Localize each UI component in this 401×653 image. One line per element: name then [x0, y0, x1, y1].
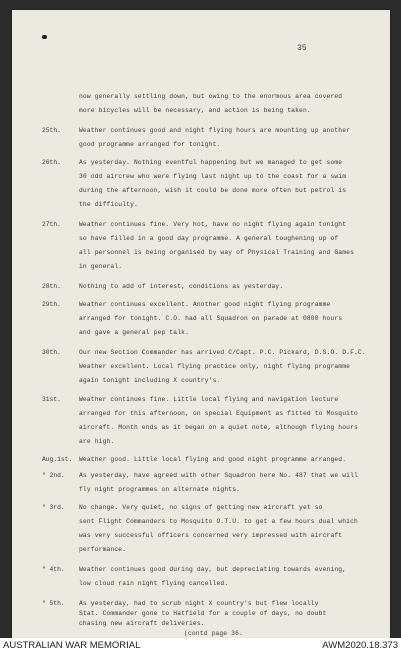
entry-text-line: in general. — [79, 263, 123, 270]
entry-text-line: are high. — [79, 438, 115, 445]
entry-text-line: more bicycles will be necessary, and action is being taken. — [79, 107, 311, 114]
entry-date: 25th. — [42, 127, 61, 134]
page-number: 35 — [297, 44, 307, 53]
entry-date: " 2nd. — [42, 472, 65, 479]
entry-text-line: during the afternoon, wish it could be done more often but petrol is — [79, 187, 347, 194]
entry-date: 29th. — [42, 301, 61, 308]
entry-date: 28th. — [42, 283, 61, 290]
entry-date: " 4th. — [42, 566, 65, 573]
entry-text-line: Weather continues excellent. Another good night flying programme — [79, 301, 331, 308]
entry-text-line: Weather continues good during day, but depreciating towards evening, — [79, 566, 347, 573]
entry-date: 30th. — [42, 349, 61, 356]
entry-text-line: chasing new aircraft deliveries. — [79, 620, 205, 627]
entry-text-line: Nothing to add of interest, conditions as yesterday. — [79, 283, 284, 290]
footer-bar — [0, 638, 401, 653]
entry-date: " 3rd. — [42, 504, 65, 511]
entry-date: 27th. — [42, 221, 61, 228]
entry-text-line: now generally settling down, but owing to the enormous area covered — [79, 93, 343, 100]
entry-text-line: again tonight including X country's. — [79, 377, 221, 384]
entry-text-line: As yesterday, had to scrub night X country's but flew locally — [79, 600, 319, 607]
entry-date: Aug.1st. — [42, 456, 73, 463]
entry-text-line: Weather continues fine. Very hot, have no night flying again tonight — [79, 221, 347, 228]
entry-text-line: Our new Section Commander has arrived C/Capt. P.C. Pickard, D.S.O. D.F.C. — [79, 349, 366, 356]
footer-institution: AUSTRALIAN WAR MEMORIAL — [3, 640, 141, 651]
entry-text-line: 30 odd aircrew who were flying last night up to the coast for a swim — [79, 173, 347, 180]
entry-date: 31st. — [42, 396, 61, 403]
entry-text-line: As yesterday, have agreed with other Squadron here No. 487 that we will — [79, 472, 358, 479]
document-page — [12, 10, 390, 638]
entry-text-line: so have filled in a good day programme. A general toughening up of — [79, 235, 339, 242]
entry-text-line: all personnel is being organised by way of Physical Training and Games — [79, 249, 355, 256]
entry-text-line: Weather excellent. Local flying practice only, night flying programme — [79, 363, 351, 370]
entry-date: " 5th. — [42, 600, 65, 607]
entry-text-line: sent Flight Commanders to Mosquito O.T.U. to get a few hours dual which — [79, 518, 358, 525]
entry-text-line: Stat. Commander gone to Hatfield for a couple of days, no doubt — [79, 610, 327, 617]
entry-text-line: aircraft. Month ends as it began on a quiet note, although flying hours — [79, 424, 358, 431]
entry-text-line: Weather continues good and night flying hours are mounting up another — [79, 127, 351, 134]
entry-text-line: arranged for this afternoon, on special Equipment as fitted to Mosquito — [79, 410, 358, 417]
footer-reference: AWM2020.18.373 — [322, 640, 398, 651]
entry-date: 26th. — [42, 159, 61, 166]
entry-text-line: good programme arranged for tonight. — [79, 141, 221, 148]
entry-text-line: and gave a general pep talk. — [79, 329, 190, 336]
entry-text-line: As yesterday. Nothing eventful happening but we managed to get some — [79, 159, 343, 166]
entry-text-line: arranged for tonight. C.O. had all Squadron on parade at 0800 hours — [79, 315, 343, 322]
entry-text-line: Weather continues fine. Little local flying and navigation lecture — [79, 396, 339, 403]
punch-hole — [42, 35, 47, 39]
entry-text-line: performance. — [79, 546, 127, 553]
entry-text-line: No change. Very quiet, no signs of getting new aircraft yet so — [79, 504, 323, 511]
entry-text-line: the difficulty. — [79, 201, 138, 208]
entry-text-line: Weather good. Little local flying and good night programme arranged. — [79, 456, 347, 463]
entry-text-line: fly night programmes on alternate nights. — [79, 486, 241, 493]
entry-text-line: (contd page 36. — [184, 630, 243, 637]
entry-text-line: low cloud rain night flying cancelled. — [79, 580, 229, 587]
entry-text-line: was very successful officers concerned very impressed with aircraft — [79, 532, 343, 539]
